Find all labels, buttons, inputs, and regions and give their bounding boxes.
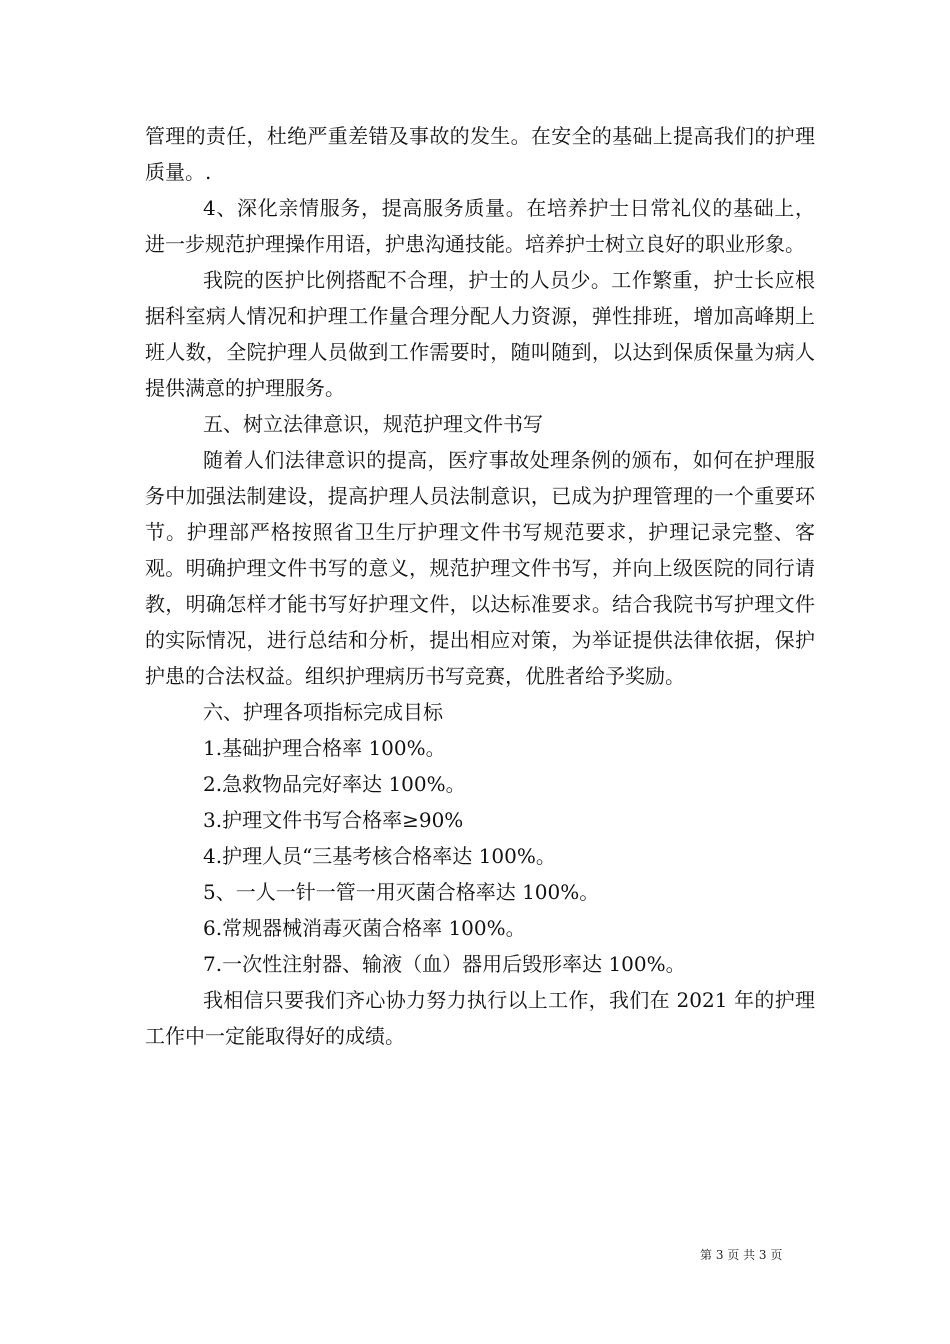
document-body xyxy=(145,118,815,1054)
list-item: 1.基础护理合格率 100%。 xyxy=(203,736,446,760)
paragraph: 我院的医护比例搭配不合理，护士的人员少。工作繁重，护士长应根据科室病人情况和护理工作量合理分配人力资源，弹性排班，增加高峰期上班人数，全院护理人员做到工作需要时，随叫随到，以达到保质保量为病人提供满意的护理服务。 xyxy=(145,268,815,400)
list-item: 4.护理人员“三基考核合格率达 100%。 xyxy=(203,844,556,868)
page-footer xyxy=(700,1247,782,1263)
list-item: 6.常规器械消毒灭菌合格率 100%。 xyxy=(203,916,526,940)
section-heading: 六、护理各项指标完成目标 xyxy=(203,700,443,724)
list-item: 3.护理文件书写合格率≥90% xyxy=(203,808,464,832)
list-item: 5、一人一针一管一用灭菌合格率达 100%。 xyxy=(203,880,600,904)
paragraph: 管理的责任，杜绝严重差错及事故的发生。在安全的基础上提高我们的护理质量。. xyxy=(145,124,815,184)
closing-paragraph: 我相信只要我们齐心协力努力执行以上工作，我们在 2021 年的护理工作中一定能取得好的成绩。 xyxy=(145,988,815,1048)
list-item: 7.一次性注射器、输液（血）器用后毁形率达 100%。 xyxy=(203,952,686,976)
page-number-label: 第 3 页 共 3 页 xyxy=(700,1248,783,1262)
section-heading: 五、树立法律意识，规范护理文件书写 xyxy=(203,412,543,436)
paragraph: 随着人们法律意识的提高，医疗事故处理条例的颁布，如何在护理服务中加强法制建设，提高护理人员法制意识，已成为护理管理的一个重要环节。护理部严格按照省卫生厅护理文件书写规范要求，护理记录完整、客观。明确护理文件书写的意义，规范护理文件书写，并向上级医院的同行请教，明确怎样才能书写好护理文件，以达标准要求。结合我院书写护理文件的实际情况，进行总结和分析，提出相应对策，为举证提供法律依据，保护护患的合法权益。组织护理病历书写竞赛，优胜者给予奖励。 xyxy=(145,448,815,688)
list-item: 2.急救物品完好率达 100%。 xyxy=(203,772,466,796)
paragraph: 4、深化亲情服务，提高服务质量。在培养护士日常礼仪的基础上，进一步规范护理操作用语，护患沟通技能。培养护士树立良好的职业形象。 xyxy=(145,196,815,256)
